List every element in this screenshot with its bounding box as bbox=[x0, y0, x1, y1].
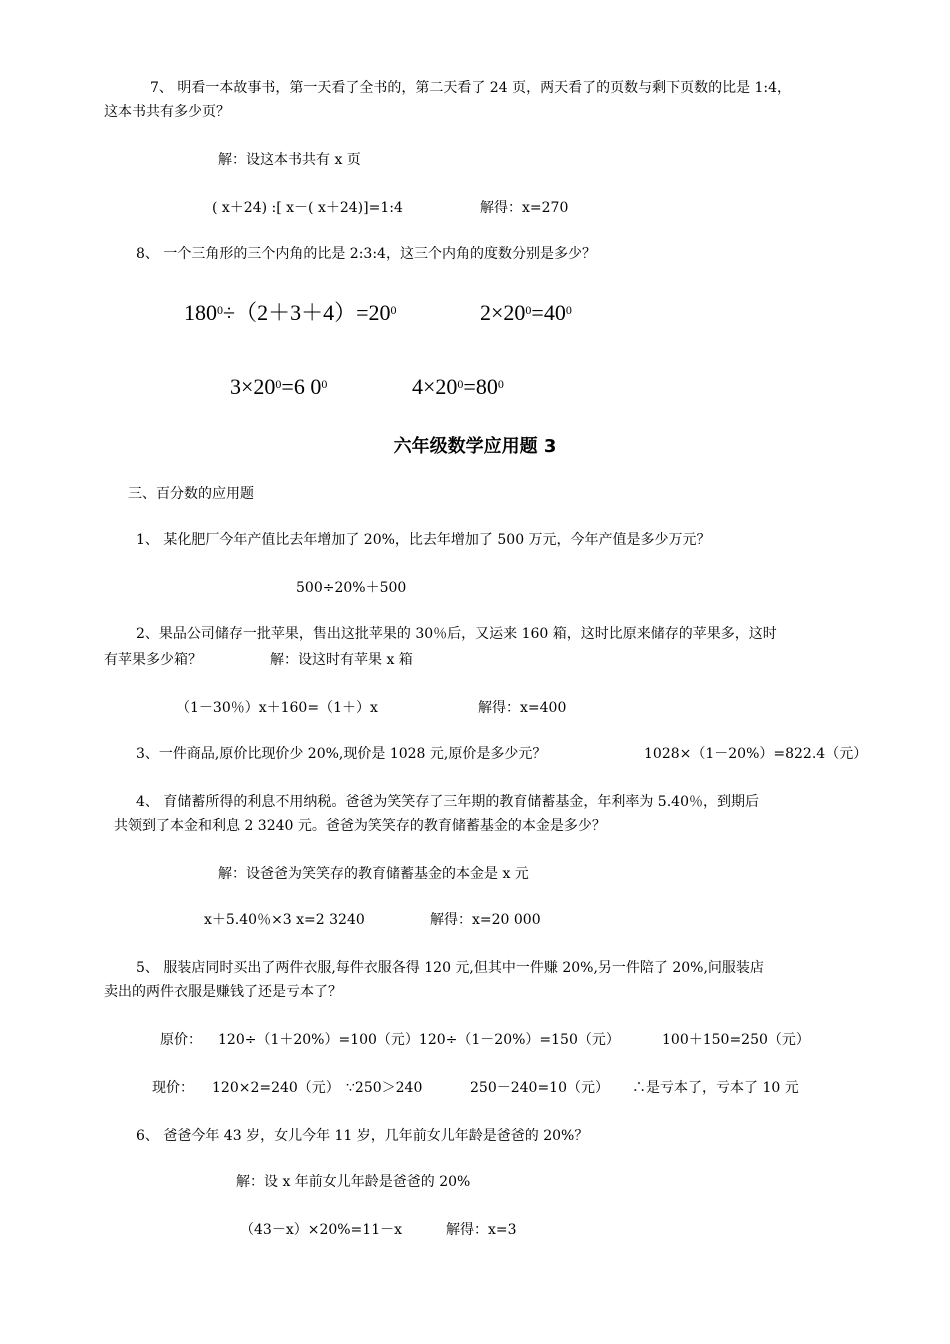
p2-equation: （1－30％）x＋160=（1＋）x bbox=[176, 700, 378, 716]
p1-calc: 500÷20%＋500 bbox=[296, 580, 407, 596]
p4-answer: 解得：x=20 000 bbox=[430, 912, 541, 928]
q8-calc-1: $180^0\div(2+3+4)=20^0$ bbox=[184, 300, 397, 325]
p5-line1: 5、 服装店同时买出了两件衣服,每件衣服各得 120 元,但其中一件赚 20%,另一件陪了 20%,问服装店 bbox=[136, 960, 764, 976]
p5-compare: ∵250＞240 bbox=[346, 1080, 423, 1096]
p5-difference: 250－240=10（元） bbox=[470, 1080, 609, 1096]
p4-line1: 4、 育储蓄所得的利息不用纳税。爸爸为笑笑存了三年期的教育储蓄基金，年利率为 5.40％，到期后 bbox=[136, 794, 759, 810]
q7-equation: ( x＋24) :[ x－( x＋24)]=1:4 bbox=[212, 200, 403, 216]
q7-answer: 解得：x=270 bbox=[480, 200, 569, 216]
section-header: 三、百分数的应用题 bbox=[128, 486, 254, 502]
p3-calc: 1028×（1－20%）=822.4（元） bbox=[644, 746, 868, 762]
p6-text: 6、 爸爸今年 43 岁，女儿今年 11 岁，几年前女儿年龄是爸爸的 20%？ bbox=[136, 1128, 589, 1144]
p2-solution: 解：设这时有苹果 x 箱 bbox=[270, 652, 413, 668]
q7-solution: 解：设这本书共有 x 页 bbox=[218, 152, 361, 168]
p4-line2: 共领到了本金和利息 2 3240 元。爸爸为笑笑存的教育储蓄基金的本金是多少？ bbox=[114, 818, 606, 834]
q8-calc-2: $2\times 20^0=40^0$ bbox=[480, 300, 572, 325]
p2-line1: 2、果品公司储存一批苹果，售出这批苹果的 30％后，又运来 160 箱，这时比原来储存的苹果多，这时 bbox=[136, 626, 777, 642]
page-title: 六年级数学应用题 3 bbox=[393, 436, 557, 457]
p3-text: 3、一件商品,原价比现价少 20%,现价是 1028 元,原价是多少元？ bbox=[136, 746, 547, 762]
p4-equation: x＋5.40％×3 x=2 3240 bbox=[204, 912, 365, 928]
p6-equation: （43－x）×20%=11－x bbox=[240, 1222, 402, 1238]
q7-line2: 这本书共有多少页？ bbox=[104, 104, 230, 120]
p2-answer: 解得：x=400 bbox=[478, 700, 567, 716]
p5-original-label: 原价： bbox=[160, 1032, 202, 1048]
q8-calc-4: $4\times 20^0=80^0$ bbox=[412, 374, 504, 399]
p2-line2: 有苹果多少箱？ bbox=[104, 652, 202, 668]
q8-calc-3: $3\times 20^0=6$ $0^0$ bbox=[230, 374, 328, 399]
p6-answer: 解得：x=3 bbox=[446, 1222, 517, 1238]
p4-solution: 解：设爸爸为笑笑存的教育储蓄基金的本金是 x 元 bbox=[218, 866, 529, 882]
p5-line2: 卖出的两件衣服是赚钱了还是亏本了？ bbox=[104, 984, 342, 1000]
p5-conclusion: ∴是亏本了，亏本了 10 元 bbox=[632, 1080, 799, 1096]
p5-current-label: 现价： bbox=[152, 1080, 194, 1096]
q8-text: 8、 一个三角形的三个内角的比是 2:3:4，这三个内角的度数分别是多少？ bbox=[136, 246, 596, 262]
q7-line1: 7、 明看一本故事书，第一天看了全书的，第二天看了 24 页，两天看了的页数与剩下页数的比是 1:4， bbox=[150, 80, 792, 96]
p5-current-calc: 120×2=240（元） bbox=[212, 1080, 340, 1096]
p1-text: 1、 某化肥厂今年产值比去年增加了 20%，比去年增加了 500 万元，今年产值是多少万元？ bbox=[136, 532, 711, 548]
p6-solution: 解：设 x 年前女儿年龄是爸爸的 20% bbox=[236, 1174, 471, 1190]
p5-original-calc: 120÷（1＋20%）=100（元）120÷（1－20%）=150（元） bbox=[218, 1032, 620, 1048]
p5-original-sum: 100＋150=250（元） bbox=[662, 1032, 810, 1048]
